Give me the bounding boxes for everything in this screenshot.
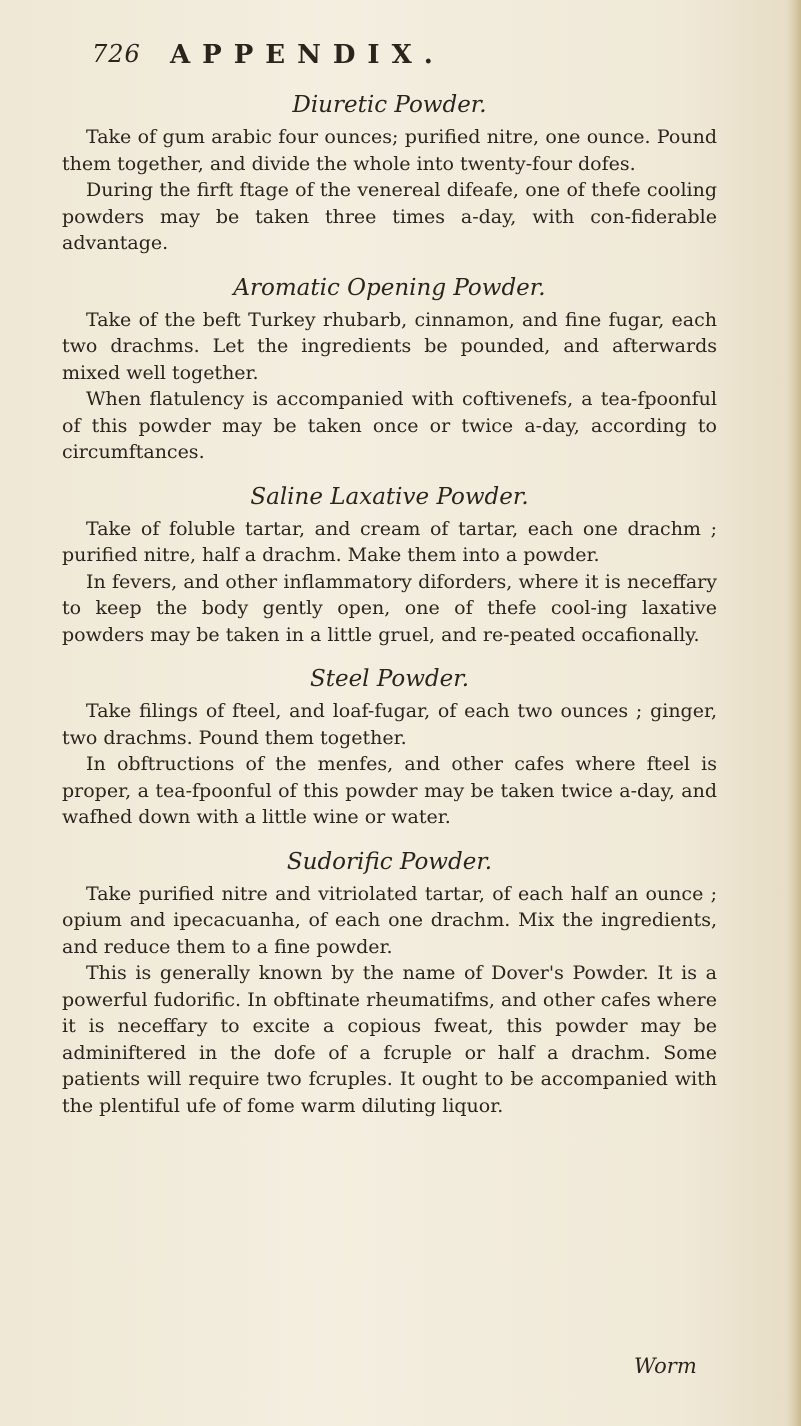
paragraph: This is generally known by the name of Dover's Powder. It is a powerful fudorific. In obftinate rheumatifms, and other cafes where it is neceffary to excite a copious fweat, this powder may be adminiftered in the dofe of a fcruple or half a drachm. Some patients will require two fcruples. It ought to be accompanied with the plentiful ufe of fome warm diluting liquor.: [62, 962, 717, 1117]
section-title: Diuretic Powder.: [292, 92, 487, 118]
section-sudorific-powder: [62, 849, 717, 1120]
paragraph: Take purified nitre and vitriolated tartar, of each half an ounce ; opium and ipecacuanha, of each one drachm. Mix the ingredients, and reduce them to a fine powder.: [62, 882, 717, 958]
paragraph: During the firft ftage of the venereal difeafe, one of thefe cooling powders may be taken three times a-day, with con-fiderable advantage.: [62, 179, 717, 254]
section-saline-laxative-powder: [62, 484, 717, 649]
page-edge-shadow: [787, 0, 801, 1426]
page-number: 726: [92, 40, 141, 68]
page-header: [92, 40, 712, 80]
paragraph: Take of gum arabic four ounces; purified nitre, one ounce. Pound them together, and divide the whole into twenty-four dofes.: [62, 126, 717, 175]
section-title: Aromatic Opening Powder.: [233, 274, 546, 301]
catchword: Worm: [634, 1354, 697, 1378]
paragraph: In fevers, and other inflammatory diforders, where it is neceffary to keep the body gently open, one of thefe cool-ing laxative powders may be taken in a little gruel, and re-peated occafionally.: [62, 570, 717, 646]
page-body: [62, 92, 717, 1137]
paragraph: Take of the beft Turkey rhubarb, cinnamon, and fine fugar, each two drachms. Let the ingredients be pounded, and afterwards mixed well together.: [62, 308, 717, 384]
paragraph: In obftructions of the menfes, and other cafes where fteel is proper, a tea-fpoonful of this powder may be taken twice a-day, and wafhed down with a little wine or water.: [62, 753, 717, 828]
section-steel-powder: [62, 666, 717, 831]
paragraph: Take of foluble tartar, and cream of tartar, each one drachm ; purified nitre, half a drachm. Make them into a powder.: [62, 517, 717, 566]
section-diuretic-powder: [62, 92, 717, 257]
paragraph: When flatulency is accompanied with coftivenefs, a tea-fpoonful of this powder may be taken once or twice a-day, according to circumftances.: [62, 388, 717, 463]
running-head: APPENDIX.: [170, 40, 445, 70]
paragraph: Take filings of fteel, and loaf-fugar, of each two ounces ; ginger, two drachms. Pound them together.: [62, 700, 717, 749]
section-title: Saline Laxative Powder.: [250, 483, 529, 510]
section-title: Steel Powder.: [309, 666, 470, 692]
section-title: Sudorific Powder.: [286, 848, 493, 875]
section-aromatic-opening-powder: [62, 275, 717, 466]
